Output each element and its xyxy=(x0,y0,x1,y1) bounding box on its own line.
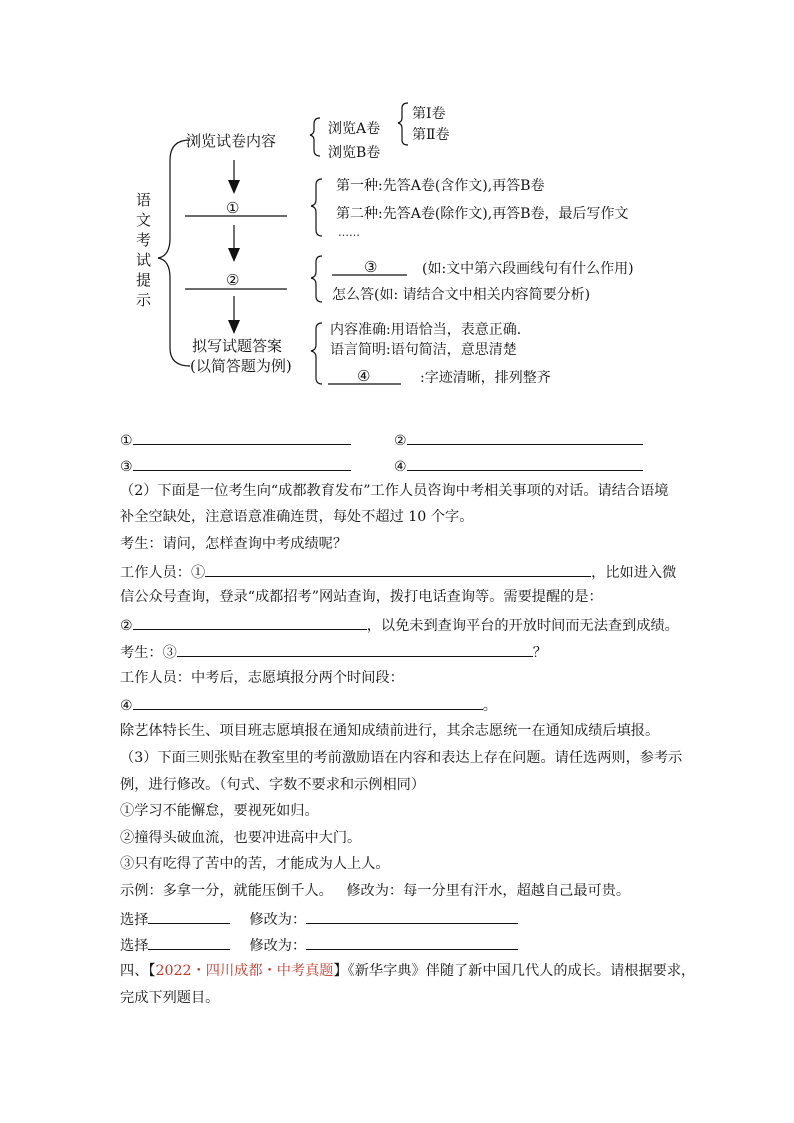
q3-modify-blank-1[interactable] xyxy=(306,908,518,924)
blank1-option-3: …… xyxy=(338,226,360,239)
q4-line2: 完成下列题目。 xyxy=(120,990,220,1006)
q2-intro-line1: （2）下面是一位考生向“成都教育发布”工作人员咨询中考相关事项的对话。请结合语境 xyxy=(120,483,669,499)
flow-blank2-marker: ② xyxy=(226,271,240,289)
q3-item-3: ③只有吃得了苦中的苦，才能成为人上人。 xyxy=(120,856,390,872)
step1-branch-a: 浏览A卷 xyxy=(328,121,381,137)
q3-intro-line1: （3）下面三则张贴在教室里的考前激励语在内容和表达上存在问题。请任选两则，参考示 xyxy=(120,750,683,766)
q3-choose-blank-1[interactable] xyxy=(148,908,230,924)
sub-volume-1: 第Ⅰ卷 xyxy=(412,106,446,122)
q2-dialogue-3: 信公众号查询，登录“成都招考”网站查询，拨打电话查询等。需要提醒的是： xyxy=(120,589,603,605)
q2-blank-2[interactable] xyxy=(133,614,367,630)
blank1-option-1: 第一种:先答A卷(含作文),再答B卷 xyxy=(336,178,545,194)
blank4-marker: ④ xyxy=(357,367,371,385)
q3-choose-blank-2[interactable] xyxy=(148,934,230,950)
arrow-down-icon xyxy=(228,248,240,262)
arrow-down-icon xyxy=(228,180,240,194)
q2-dialogue-5: 考生：③ ？ xyxy=(120,641,547,663)
q2-dialogue-8: 除艺体特长生、项目班志愿填报在通知成绩前进行，其余志愿统一在通知成绩后填报。 xyxy=(120,723,660,739)
q4-line1: 四、【2022・四川成都・中考真题】《新华字典》伴随了新中国几代人的成长。请根据要求， xyxy=(120,963,696,979)
side-label: 语文考试提示 xyxy=(136,191,152,309)
q2-dialogue-2: 工作人员：① ，比如进入微 xyxy=(120,561,676,583)
q2-dialogue-6: 工作人员：中考后，志愿填报分两个时间段： xyxy=(120,670,404,686)
answer-3-blank[interactable] xyxy=(133,455,351,471)
blank3-marker: ③ xyxy=(364,258,378,276)
q3-answer-row-1: 选择 修改为： xyxy=(120,908,518,930)
arrow-down-icon xyxy=(228,320,240,334)
answer-4[interactable]: ④ xyxy=(394,455,643,477)
main-brace xyxy=(158,140,190,366)
q3-example: 示例：多拿一分，就能压倒千人。 修改为：每一分里有汗水，超越自己最可贵。 xyxy=(120,883,631,899)
flow-step1: 浏览试卷内容 xyxy=(186,132,277,150)
q2-dialogue-1: 考生：请问，怎样查询中考成绩呢？ xyxy=(120,536,348,552)
brace-step3 xyxy=(311,323,322,384)
q3-answer-row-2: 选择 修改为： xyxy=(120,934,518,956)
q2-blank-3[interactable] xyxy=(177,641,533,657)
q2-intro-line2: 补全空缺处，注意语意准确连贯，每处不超过 10 个字。 xyxy=(120,509,474,525)
sub-volume-2: 第Ⅱ卷 xyxy=(412,127,450,143)
brace-step1 xyxy=(310,118,320,156)
brace-blank2 xyxy=(311,256,322,302)
requirement-2: 语言简明:语句简洁，意思清楚 xyxy=(330,342,517,358)
step1-branch-b: 浏览B卷 xyxy=(328,145,381,161)
flow-step3-line1: 拟写试题答案 xyxy=(192,337,283,355)
q3-intro-line2: 例，进行修改。（句式、字数不要求和示例相同） xyxy=(120,777,426,793)
requirement-1: 内容准确:用语恰当，表意正确. xyxy=(330,322,522,338)
flow-step3-line2: (以简答题为例) xyxy=(190,357,292,375)
q2-dialogue-7: ④ 。 xyxy=(120,694,497,716)
answer-2[interactable]: ② xyxy=(394,429,643,451)
answer-4-blank[interactable] xyxy=(407,455,643,471)
q2-blank-1[interactable] xyxy=(205,561,591,577)
q3-item-1: ①学习不能懈怠，要视死如归。 xyxy=(120,803,319,819)
blank1-option-2: 第二种:先答A卷(除作文),再答B卷，最后写作文 xyxy=(336,206,629,222)
answer-1-blank[interactable] xyxy=(133,429,351,445)
blank3-note: (如:文中第六段画线句有什么作用) xyxy=(422,261,634,277)
q4-source: 2022・四川成都・中考真题 xyxy=(155,963,334,979)
answer-3[interactable]: ③ xyxy=(120,455,351,477)
flow-blank1-marker: ① xyxy=(226,199,240,217)
requirement-4: :字迹清晰，排列整齐 xyxy=(420,370,551,386)
exam-flow-diagram xyxy=(0,0,794,400)
brace-sub xyxy=(398,103,408,145)
how-to-answer: 怎么答(如: 请结合文中相关内容简要分析) xyxy=(332,287,591,303)
q3-modify-blank-2[interactable] xyxy=(306,934,518,950)
answer-1[interactable]: ① xyxy=(120,429,351,451)
q2-dialogue-4: ② ，以免未到查询平台的开放时间而无法查到成绩。 xyxy=(120,614,679,636)
answer-2-blank[interactable] xyxy=(407,429,643,445)
q3-item-2: ②撞得头破血流，也要冲进高中大门。 xyxy=(120,830,362,846)
brace-blank1 xyxy=(311,179,322,236)
q2-blank-4[interactable] xyxy=(133,694,483,710)
